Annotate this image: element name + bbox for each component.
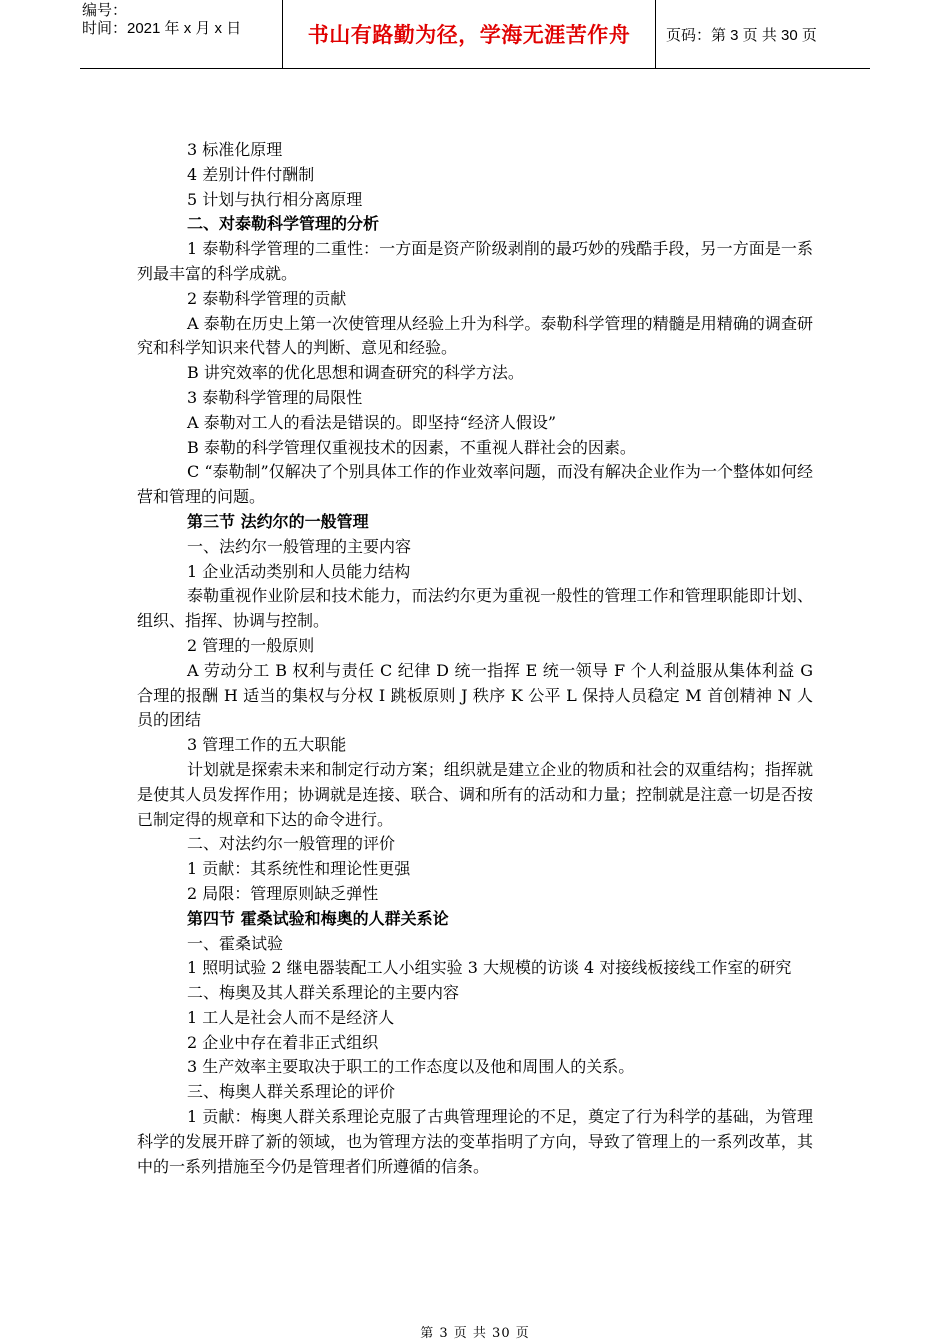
paragraph: A 泰勒在历史上第一次使管理从经验上升为科学。泰勒科学管理的精髓是用精确的调查研究和科学知识来代替人的判断、意见和经验。 xyxy=(137,313,813,358)
document-body xyxy=(137,138,813,1179)
header-meta-cell xyxy=(80,0,282,68)
paragraph: A 劳动分工 B 权利与责任 C 纪律 D 统一指挥 E 统一领导 F 个人利益服从集体利益 G 合理的报酬 H 适当的集权与分权 I 跳板原则 J 秩序 K 公平 L 保持人员稳定 M 首创精神 N 人员的团结 xyxy=(137,660,813,730)
paragraph: B 讲究效率的优化思想和调查研究的科学方法。 xyxy=(187,363,524,383)
header-page-label: 页码：第 3 页 共 30 页 xyxy=(666,26,817,44)
paragraph: 4 差别计件付酬制 xyxy=(187,164,315,184)
paragraph: C “泰勒制”仅解决了个别具体工作的作业效率问题，而没有解决企业作为一个整体如何经营和管理的问题。 xyxy=(137,462,813,507)
paragraph: 2 泰勒科学管理的贡献 xyxy=(187,288,347,308)
paragraph: 3 泰勒科学管理的局限性 xyxy=(187,387,363,407)
paragraph: 1 贡献：梅奥人群关系理论克服了古典管理理论的不足，奠定了行为科学的基础，为管理科学的发展开辟了新的领域，也为管理方法的变革指明了方向，导致了管理上的一系列改革，其中的一系列措施至今仍是管理者们所遵循的信条。 xyxy=(137,1107,813,1176)
section-heading: 二、对泰勒科学管理的分析 xyxy=(187,214,380,234)
section-heading: 第四节 霍桑试验和梅奥的人群关系论 xyxy=(187,908,449,928)
header-motto: 书山有路勤为径，学海无涯苦作舟 xyxy=(282,0,656,68)
paragraph: 一、霍桑试验 xyxy=(187,933,284,953)
time-label: 时间：2021 年 x 月 x 日 xyxy=(82,20,242,37)
paragraph: 1 泰勒科学管理的二重性：一方面是资产阶级剥削的最巧妙的残酷手段，另一方面是一系列最丰富的科学成就。 xyxy=(137,239,813,283)
paragraph: 3 生产效率主要取决于职工的工作态度以及他和周围人的关系。 xyxy=(187,1057,635,1077)
page-header xyxy=(80,0,870,69)
paragraph: 2 企业中存在着非正式组织 xyxy=(187,1032,379,1052)
paragraph: 5 计划与执行相分离原理 xyxy=(187,189,363,209)
paragraph: 三、梅奥人群关系理论的评价 xyxy=(187,1082,396,1102)
paragraph: 3 标准化原理 xyxy=(187,140,283,159)
paragraph: 2 局限：管理原则缺乏弹性 xyxy=(187,883,379,903)
paragraph: A 泰勒对工人的看法是错误的。即坚持“经济人假设” xyxy=(187,412,557,432)
paragraph: 二、梅奥及其人群关系理论的主要内容 xyxy=(187,983,460,1003)
paragraph: 二、对法约尔一般管理的评价 xyxy=(187,834,396,854)
section-heading: 第三节 法约尔的一般管理 xyxy=(187,511,369,531)
paragraph: 泰勒重视作业阶层和技术能力，而法约尔更为重视一般性的管理工作和管理职能即计划、组织、指挥、协调与控制。 xyxy=(137,586,813,631)
paragraph: 计划就是探索未来和制定行动方案；组织就是建立企业的物质和社会的双重结构；指挥就是使其人员发挥作用；协调就是连接、联合、调和所有的活动和力量；控制就是注意一切是否按已制定得的规章和下达的命令进行。 xyxy=(137,759,813,829)
paragraph: 1 工人是社会人而不是经济人 xyxy=(187,1007,395,1027)
paragraph: 1 照明试验 2 继电器装配工人小组实验 3 大规模的访谈 4 对接线板接线工作室的研究 xyxy=(187,958,792,978)
paragraph: 一、法约尔一般管理的主要内容 xyxy=(187,536,412,556)
number-label: 编号： xyxy=(82,2,128,19)
paragraph: 1 贡献：其系统性和理论性更强 xyxy=(187,859,411,879)
paragraph: B 泰勒的科学管理仅重视技术的因素，不重视人群社会的因素。 xyxy=(187,437,636,457)
paragraph: 1 企业活动类别和人员能力结构 xyxy=(187,561,411,581)
paragraph: 3 管理工作的五大职能 xyxy=(187,735,347,755)
paragraph: 2 管理的一般原则 xyxy=(187,635,315,655)
page-footer: 第 3 页 共 30 页 xyxy=(420,1326,530,1341)
